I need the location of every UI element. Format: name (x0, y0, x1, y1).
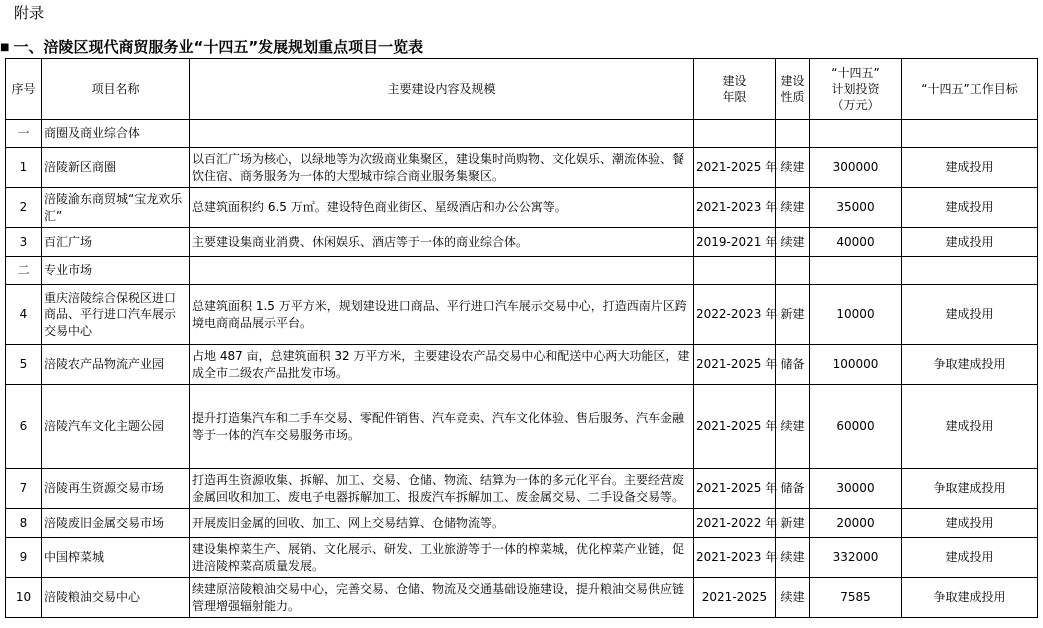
table-heading (0, 36, 423, 57)
table-row (6, 385, 1038, 469)
table-cell: 开展废旧金属的回收、加工、网上交易结算、仓储物流等。 (190, 509, 694, 538)
col-seq: 序号 (6, 59, 42, 120)
table-cell: 2021-2025 年 (694, 345, 776, 385)
table-cell: 2021-2025 年 (694, 469, 776, 509)
table-cell: 7 (6, 469, 42, 509)
table-cell: 30000 (810, 469, 902, 509)
table-cell: 建成投用 (902, 148, 1038, 188)
table-cell: 一 (6, 120, 42, 148)
header-row (6, 59, 1038, 120)
table-cell: 2021-2025 年 (694, 148, 776, 188)
table-cell: 涪陵农产品物流产业园 (42, 345, 190, 385)
table-cell: 中国榨菜城 (42, 538, 190, 578)
table-cell: 60000 (810, 385, 902, 469)
table-cell: 2021-2023 年 (694, 538, 776, 578)
table-cell: 以百汇广场为核心，以绿地等为次级商业集聚区，建设集时尚购物、文化娱乐、潮流体验、餐饮住宿、商务服务为一体的大型城市综合商业服务集聚区。 (190, 148, 694, 188)
table-cell (810, 257, 902, 285)
table-cell (902, 120, 1038, 148)
table-cell: 争取建成投用 (902, 469, 1038, 509)
table-cell (776, 257, 810, 285)
table-cell: 百汇广场 (42, 228, 190, 257)
table-cell: 建设集榨菜生产、展销、文化展示、研发、工业旅游等于一体的榨菜城，优化榨菜产业链，促进涪陵榨菜高质量发展。 (190, 538, 694, 578)
table-cell: 续建 (776, 188, 810, 228)
table-cell: 储备 (776, 469, 810, 509)
table-cell: 重庆涪陵综合保税区进口商品、平行进口汽车展示交易中心 (42, 285, 190, 345)
table-cell: 1 (6, 148, 42, 188)
col-content: 主要建设内容及规模 (190, 59, 694, 120)
table-cell: 提升打造集汽车和二手车交易、零配件销售、汽车竞卖、汽车文化体验、售后服务、汽车金融等于一体的汽车交易服务市场。 (190, 385, 694, 469)
table-cell: 争取建成投用 (902, 578, 1038, 618)
table-row (6, 148, 1038, 188)
section-row (6, 257, 1038, 285)
table-cell: 10000 (810, 285, 902, 345)
table-row (6, 345, 1038, 385)
table-row (6, 285, 1038, 345)
table-cell: 建成投用 (902, 385, 1038, 469)
table-row (6, 509, 1038, 538)
table-cell: 建成投用 (902, 285, 1038, 345)
table-cell: 建成投用 (902, 509, 1038, 538)
table-cell: 100000 (810, 345, 902, 385)
table-cell: 2021-2022 年 (694, 509, 776, 538)
table-row (6, 469, 1038, 509)
col-invest: “十四五” 计划投资 （万元） (810, 59, 902, 120)
table-cell: 续建 (776, 578, 810, 618)
table-cell: 2 (6, 188, 42, 228)
table-cell (694, 120, 776, 148)
table-cell (902, 257, 1038, 285)
table-cell: 涪陵粮油交易中心 (42, 578, 190, 618)
table-cell: 2021-2025 (694, 578, 776, 618)
table-cell: 打造再生资源收集、拆解、加工、交易、仓储、物流、结算为一体的多元化平台。主要经营废金属回收和加工、废电子电器拆解加工、报废汽车拆解加工、废金属交易、二手设备交易等。 (190, 469, 694, 509)
table-cell: 储备 (776, 345, 810, 385)
table-cell: 总建筑面积约 6.5 万㎡。建设特色商业街区、星级酒店和办公公寓等。 (190, 188, 694, 228)
table-cell: 35000 (810, 188, 902, 228)
table-cell: 争取建成投用 (902, 345, 1038, 385)
table-cell: 建成投用 (902, 538, 1038, 578)
col-goal: “十四五”工作目标 (902, 59, 1038, 120)
table-cell: 涪陵再生资源交易市场 (42, 469, 190, 509)
col-name: 项目名称 (42, 59, 190, 120)
table-cell: 续建 (776, 538, 810, 578)
table-cell: 5 (6, 345, 42, 385)
table-cell: 2021-2023 年 (694, 188, 776, 228)
table-cell: 续建原涪陵粮油交易中心，完善交易、仓储、物流及交通基础设施建设，提升粮油交易供应链管理增强辐射能力。 (190, 578, 694, 618)
table-cell (694, 257, 776, 285)
col-period: 建设 年限 (694, 59, 776, 120)
col-nature: 建设 性质 (776, 59, 810, 120)
table-cell: 建成投用 (902, 228, 1038, 257)
appendix-label: 附录 (14, 4, 45, 22)
table-cell: 2021-2025 年 (694, 385, 776, 469)
table-cell: 10 (6, 578, 42, 618)
table-row (6, 578, 1038, 618)
table-cell: 涪陵废旧金属交易市场 (42, 509, 190, 538)
table-cell: 9 (6, 538, 42, 578)
table-cell: 涪陵汽车文化主题公园 (42, 385, 190, 469)
table-cell: 商圈及商业综合体 (42, 120, 190, 148)
table-cell: 2019-2021 年 (694, 228, 776, 257)
table-cell: 建成投用 (902, 188, 1038, 228)
table-cell: 续建 (776, 228, 810, 257)
table-cell: 8 (6, 509, 42, 538)
table-cell: 4 (6, 285, 42, 345)
section-row (6, 120, 1038, 148)
table-title: 一、涪陵区现代商贸服务业“十四五”发展规划重点项目一览表 (13, 38, 424, 56)
table-cell: 涪陵新区商圈 (42, 148, 190, 188)
table-cell: 续建 (776, 148, 810, 188)
table-cell: 新建 (776, 285, 810, 345)
table-cell: 主要建设集商业消费、休闲娱乐、酒店等于一体的商业综合体。 (190, 228, 694, 257)
table-row (6, 228, 1038, 257)
table-cell: 总建筑面积 1.5 万平方米，规划建设进口商品、平行进口汽车展示交易中心，打造西南片区跨境电商商品展示平台。 (190, 285, 694, 345)
table-row (6, 188, 1038, 228)
table-cell (190, 257, 694, 285)
table-cell: 6 (6, 385, 42, 469)
table-cell: 专业市场 (42, 257, 190, 285)
table-cell: 20000 (810, 509, 902, 538)
table-cell: 二 (6, 257, 42, 285)
project-table (5, 58, 1038, 618)
table-cell (190, 120, 694, 148)
table-row (6, 538, 1038, 578)
table-cell: 2022-2023 年 (694, 285, 776, 345)
table-cell: 300000 (810, 148, 902, 188)
table-cell: 332000 (810, 538, 902, 578)
table-cell: 占地 487 亩，总建筑面积 32 万平方米，主要建设农产品交易中心和配送中心两大功能区，建成全市二级农产品批发市场。 (190, 345, 694, 385)
table-cell: 新建 (776, 509, 810, 538)
table-cell: 3 (6, 228, 42, 257)
table-cell: 续建 (776, 385, 810, 469)
table-cell (776, 120, 810, 148)
table-cell: 涪陵渝东商贸城“宝龙欢乐汇” (42, 188, 190, 228)
table-cell: 40000 (810, 228, 902, 257)
table-cell (810, 120, 902, 148)
square-bullet-icon: ■ (0, 42, 10, 53)
table-cell: 7585 (810, 578, 902, 618)
